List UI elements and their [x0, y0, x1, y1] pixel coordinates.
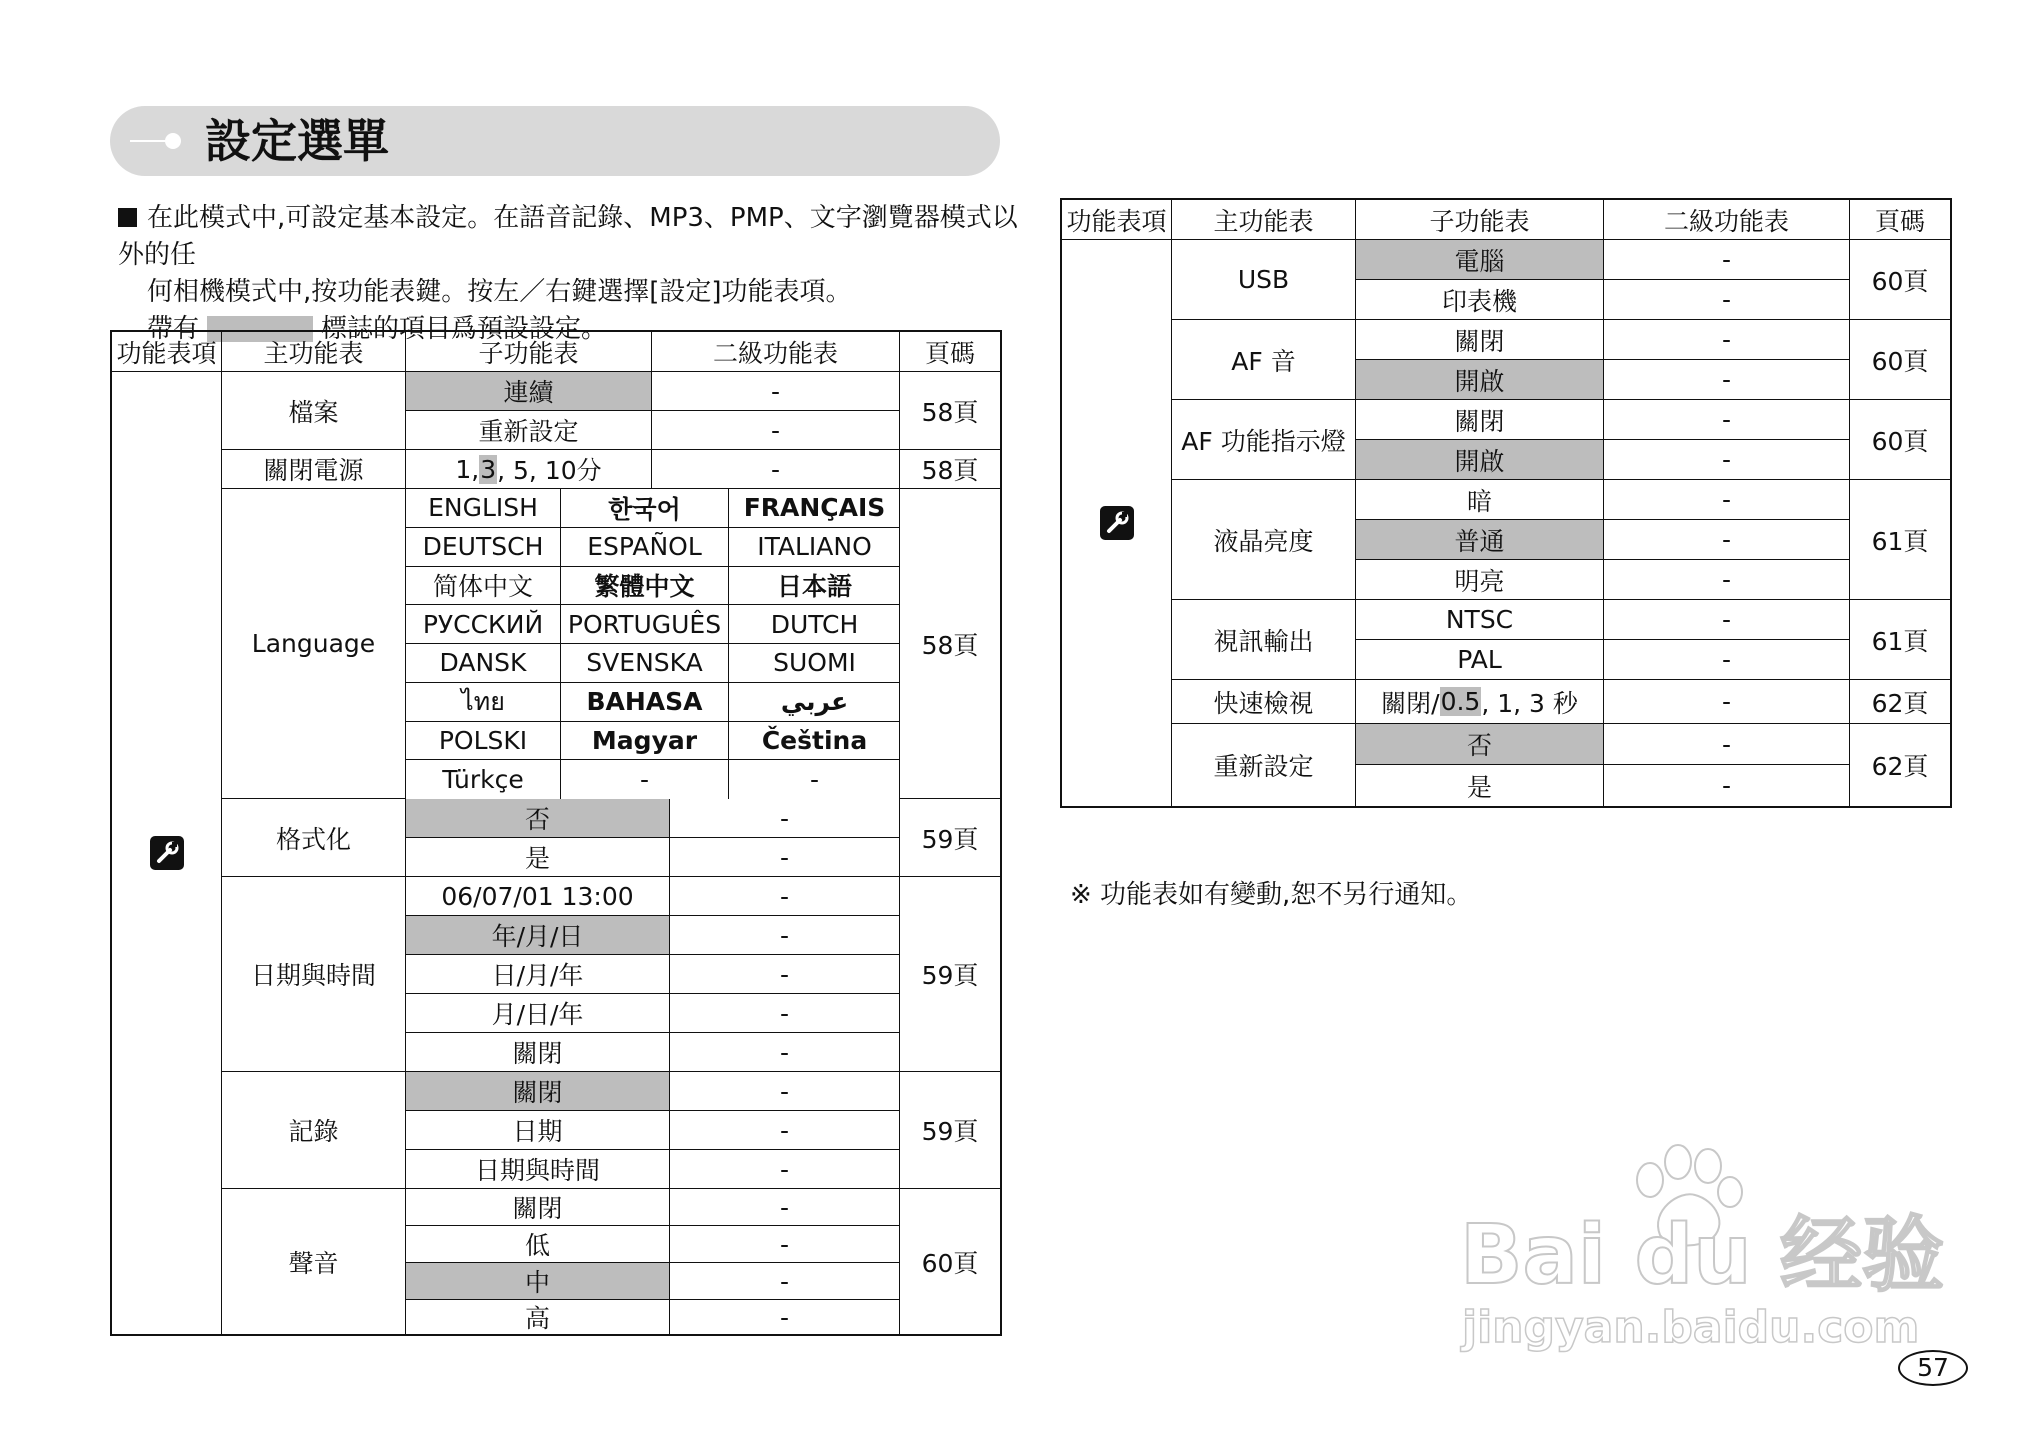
language-option: POLSKI	[406, 722, 561, 761]
sub-date-dmy: 日/月/年	[406, 955, 670, 994]
secondary-dash: -	[670, 799, 900, 838]
quick-view-post: , 1, 3 秒	[1481, 688, 1578, 718]
sub-sound-high: 高	[406, 1300, 670, 1334]
language-option: PORTUGUÊS	[561, 605, 729, 644]
intro-line-3-prefix: 帶有	[147, 314, 200, 344]
sub-reset-no: 否	[1356, 724, 1604, 765]
main-reset: 重新設定	[1172, 724, 1356, 806]
sub-af-lamp-on: 開啟	[1356, 440, 1604, 480]
sub-file-continuous: 連續	[406, 372, 652, 411]
language-option: ITALIANO	[729, 528, 900, 567]
page-number: 57	[1898, 1350, 1968, 1386]
page-ref-imprint: 59頁	[900, 1072, 1000, 1189]
menu-tab-setup	[1062, 240, 1172, 806]
secondary-dash: -	[1604, 520, 1850, 560]
secondary-dash: -	[1604, 280, 1850, 320]
sub-usb-computer: 電腦	[1356, 240, 1604, 280]
main-quick-view: 快速檢視	[1172, 680, 1356, 724]
footnote: ※ 功能表如有變動,恕不另行通知。	[1070, 880, 1473, 910]
language-option: ESPAÑOL	[561, 528, 729, 567]
power-off-pre: 1,	[455, 454, 480, 484]
header-menu-tab: 功能表項	[112, 332, 222, 372]
secondary-dash: -	[652, 411, 900, 450]
sub-date-ymd: 年/月/日	[406, 916, 670, 955]
language-option: DEUTSCH	[406, 528, 561, 567]
main-language: Language	[222, 489, 406, 799]
sub-lcd-bright: 明亮	[1356, 560, 1604, 600]
language-option: DANSK	[406, 644, 561, 683]
language-option: -	[561, 760, 729, 799]
header-sub-menu: 子功能表	[406, 332, 652, 372]
secondary-dash: -	[1604, 724, 1850, 765]
header-main-menu: 主功能表	[1172, 200, 1356, 240]
sub-quick-view-options	[1356, 680, 1604, 724]
intro-text	[118, 200, 1018, 348]
secondary-dash: -	[670, 955, 900, 994]
main-af-sound: AF 音	[1172, 320, 1356, 400]
sub-date-time-value: 06/07/01 13:00	[406, 877, 670, 916]
page-title: 設定選單	[205, 114, 389, 168]
page-ref-af-sound: 60頁	[1850, 320, 1950, 400]
language-option: ไทย	[406, 683, 561, 722]
header-menu-tab: 功能表項	[1062, 200, 1172, 240]
secondary-dash: -	[1604, 600, 1850, 640]
secondary-dash: -	[670, 1300, 900, 1334]
title-decoration-dot	[165, 133, 181, 149]
language-grid	[406, 489, 900, 799]
secondary-dash: -	[670, 1033, 900, 1072]
secondary-dash: -	[670, 1263, 900, 1300]
secondary-dash: -	[652, 372, 900, 411]
secondary-dash: -	[670, 1189, 900, 1226]
language-option: 日本語	[729, 567, 900, 606]
secondary-dash: -	[670, 877, 900, 916]
main-power-off: 關閉電源	[222, 450, 406, 489]
secondary-dash: -	[670, 994, 900, 1033]
language-option: Magyar	[561, 722, 729, 761]
sub-format-yes: 是	[406, 838, 670, 877]
page-ref-lcd: 61頁	[1850, 480, 1950, 600]
wrench-icon	[1100, 506, 1134, 540]
secondary-dash: -	[1604, 240, 1850, 280]
wrench-icon	[150, 836, 184, 870]
main-format: 格式化	[222, 799, 406, 877]
page-ref-power-off: 58頁	[900, 450, 1000, 489]
secondary-dash: -	[670, 916, 900, 955]
sub-usb-printer: 印表機	[1356, 280, 1604, 320]
secondary-dash: -	[1604, 440, 1850, 480]
secondary-dash: -	[1604, 320, 1850, 360]
quick-view-default: 0.5	[1440, 687, 1481, 716]
page-ref-af-lamp: 60頁	[1850, 400, 1950, 480]
page-ref-format: 59頁	[900, 799, 1000, 877]
settings-table-left	[110, 330, 1002, 1336]
main-usb: USB	[1172, 240, 1356, 320]
header-sub-menu: 子功能表	[1356, 200, 1604, 240]
power-off-default: 3	[480, 454, 497, 484]
baidu-watermark: Bai du 经验	[1460, 1208, 1945, 1303]
language-option: 한국어	[561, 489, 729, 528]
secondary-dash: -	[1604, 765, 1850, 806]
page-ref-date-time: 59頁	[900, 877, 1000, 1072]
sub-lcd-normal: 普通	[1356, 520, 1604, 560]
page-ref-file: 58頁	[900, 372, 1000, 450]
header-secondary: 二級功能表	[652, 332, 900, 372]
sub-af-sound-on: 開啟	[1356, 360, 1604, 400]
language-option: FRANÇAIS	[729, 489, 900, 528]
sub-imprint-off: 關閉	[406, 1072, 670, 1111]
intro-line-3-suffix: 標誌的項目爲預設設定。	[321, 314, 608, 344]
language-option: РУССКИЙ	[406, 605, 561, 644]
baidu-watermark-url: jingyan.baidu.com	[1462, 1302, 1920, 1353]
header-main-menu: 主功能表	[222, 332, 406, 372]
power-off-post: , 5, 10分	[497, 456, 602, 485]
page-ref-reset: 62頁	[1871, 752, 1929, 781]
secondary-dash: -	[1604, 400, 1850, 440]
language-option: Türkçe	[406, 760, 561, 799]
sub-af-sound-off: 關閉	[1356, 320, 1604, 360]
language-option: 简体中文	[406, 567, 561, 606]
title-decoration-line	[130, 140, 170, 142]
sub-video-ntsc: NTSC	[1356, 600, 1604, 640]
sub-af-lamp-off: 關閉	[1356, 400, 1604, 440]
language-option: 繁體中文	[561, 567, 729, 606]
sub-date-off: 關閉	[406, 1033, 670, 1072]
bullet-square-icon	[118, 208, 137, 227]
header-page: 頁碼	[900, 332, 1000, 372]
secondary-dash: -	[670, 1072, 900, 1111]
page-ref-quick-view: 62頁	[1850, 680, 1950, 724]
secondary-dash: -	[1604, 560, 1850, 600]
page-ref-language: 58頁	[900, 489, 1000, 799]
header-secondary: 二級功能表	[1604, 200, 1850, 240]
sub-video-pal: PAL	[1356, 640, 1604, 680]
main-lcd-brightness: 液晶亮度	[1172, 480, 1356, 600]
page-ref-sound: 60頁	[921, 1248, 979, 1278]
main-video-out: 視訊輸出	[1172, 600, 1356, 680]
language-option: SVENSKA	[561, 644, 729, 683]
secondary-dash: -	[1604, 640, 1850, 680]
menu-tab-setup	[112, 372, 222, 1334]
main-imprint: 記錄	[222, 1072, 406, 1189]
main-date-time: 日期與時間	[222, 877, 406, 1072]
language-option: عربي	[729, 683, 900, 722]
secondary-dash: -	[670, 1226, 900, 1263]
page-ref-video-out: 61頁	[1850, 600, 1950, 680]
sub-sound-off: 關閉	[406, 1189, 670, 1226]
settings-table-right	[1060, 198, 1952, 808]
sub-file-reset: 重新設定	[406, 411, 652, 450]
sub-lcd-dark: 暗	[1356, 480, 1604, 520]
secondary-dash: -	[670, 1111, 900, 1150]
language-option: Čeština	[729, 722, 900, 761]
sub-imprint-date-time: 日期與時間	[406, 1150, 670, 1189]
sub-reset-yes: 是	[1356, 765, 1604, 806]
secondary-dash: -	[652, 450, 900, 489]
language-option: DUTCH	[729, 605, 900, 644]
intro-line-1: 在此模式中,可設定基本設定。在語音記錄、MP3、PMP、文字瀏覽器模式以外的任	[118, 203, 1018, 270]
secondary-dash: -	[670, 838, 900, 877]
quick-view-pre: 關閉/	[1381, 688, 1440, 718]
main-file: 檔案	[222, 372, 406, 450]
sub-date-mdy: 月/日/年	[406, 994, 670, 1033]
secondary-dash: -	[1604, 360, 1850, 400]
sub-power-off-options	[406, 450, 652, 489]
language-option: BAHASA	[561, 683, 729, 722]
language-option: ENGLISH	[406, 489, 561, 528]
sub-sound-mid: 中	[406, 1263, 670, 1300]
language-option: -	[809, 765, 820, 795]
main-sound: 聲音	[222, 1189, 406, 1334]
language-option: SUOMI	[729, 644, 900, 683]
main-af-lamp: AF 功能指示燈	[1172, 400, 1356, 480]
sub-imprint-date: 日期	[406, 1111, 670, 1150]
secondary-dash: -	[1604, 680, 1850, 724]
header-page: 頁碼	[1850, 200, 1950, 240]
secondary-dash: -	[1604, 480, 1850, 520]
secondary-dash: -	[670, 1150, 900, 1189]
sub-format-no: 否	[406, 799, 670, 838]
sub-sound-low: 低	[406, 1226, 670, 1263]
page-ref-usb: 60頁	[1850, 240, 1950, 320]
intro-line-2: 何相機模式中,按功能表鍵。按左／右鍵選擇[設定]功能表項。	[147, 277, 852, 307]
